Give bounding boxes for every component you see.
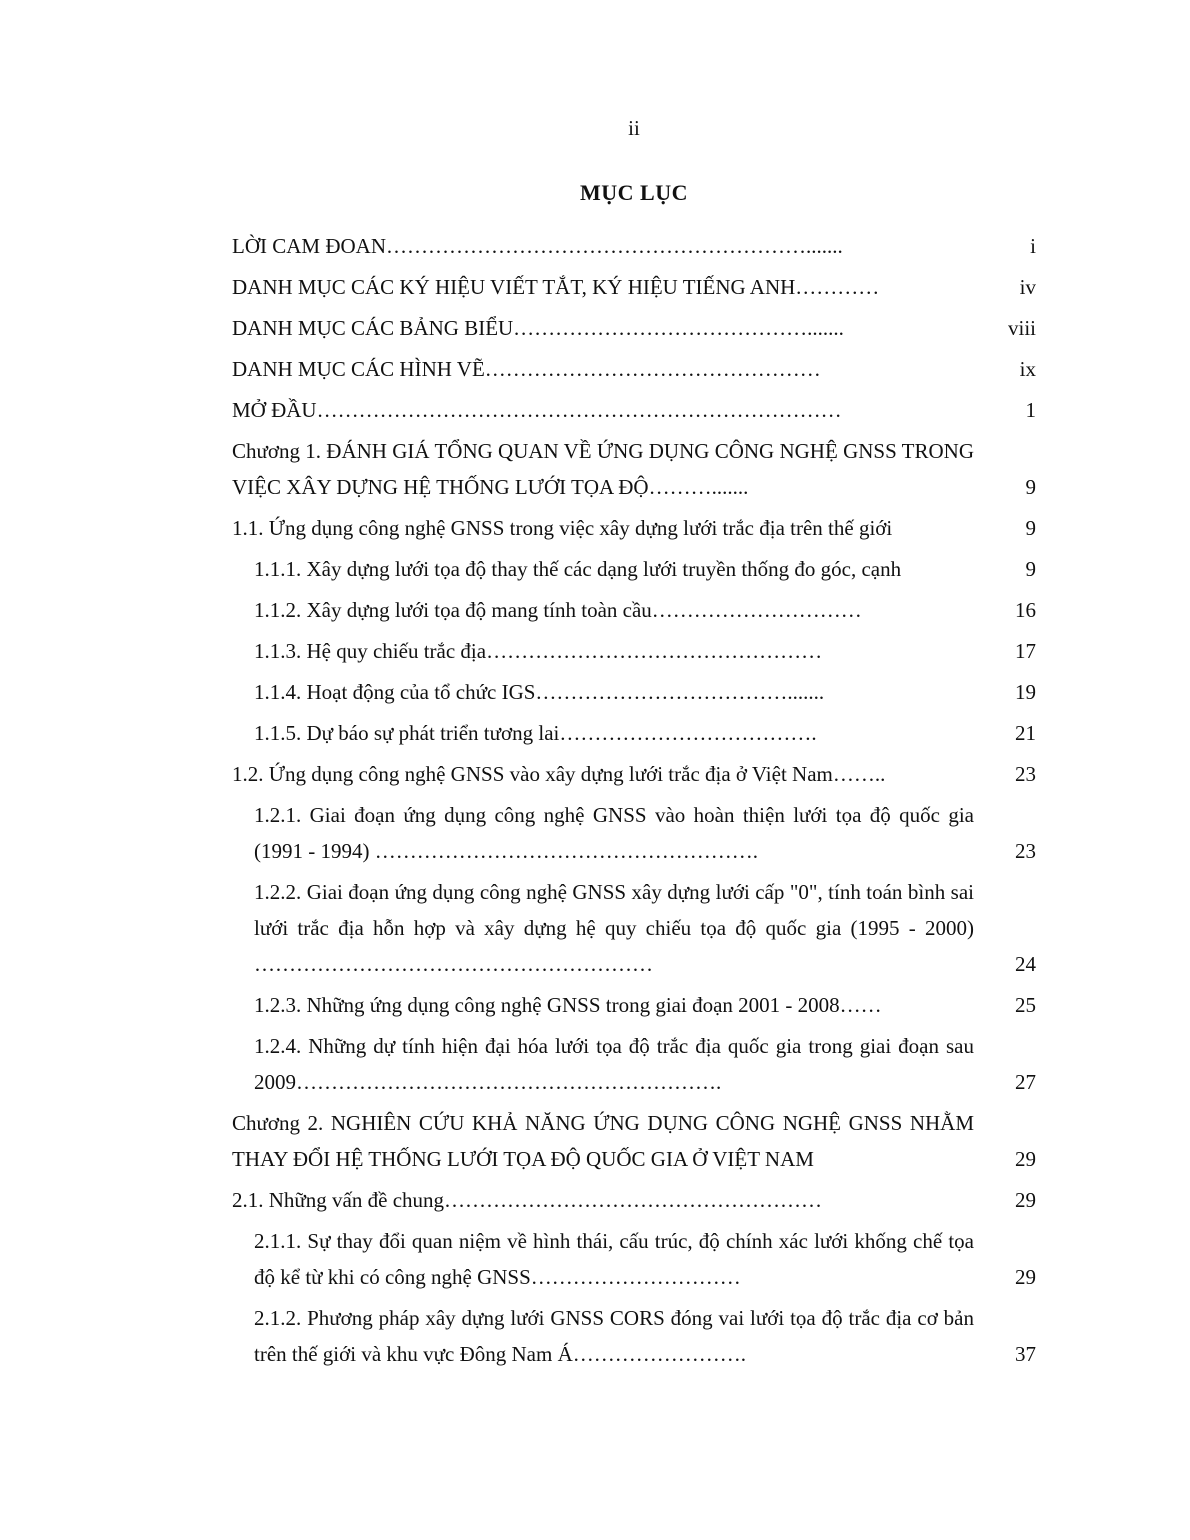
toc-entry-page: 23 (1015, 839, 1036, 863)
toc-entry-text: 2.1. Những vấn đề chung……………………………………………… (232, 1188, 823, 1212)
toc-entry-page: viii (1007, 316, 1036, 340)
toc-entry[interactable] (232, 874, 1036, 982)
toc-entry-text: 1.2.3. Những ứng dụng công nghệ GNSS trong giai đoạn 2001 - 2008…… (254, 993, 882, 1017)
toc-entry[interactable] (232, 269, 1036, 305)
toc-entry-text: 1.2.2. Giai đoạn ứng dụng công nghệ GNSS xây dựng lưới cấp "0", tính toán bình sai lưới trắc địa hỗn hợp và xây dựng hệ quy chiếu tọa độ quốc gia (1995 - 2000) ………………………………………………… (254, 880, 974, 976)
toc-entry-text: 2.1.1. Sự thay đổi quan niệm về hình thái, cấu trúc, độ chính xác lưới khống chế tọa độ kể từ khi có công nghệ GNSS………………………… (254, 1229, 974, 1289)
toc-entry-page: 16 (1015, 598, 1036, 622)
toc-entry-text: Chương 1. ĐÁNH GIÁ TỔNG QUAN VỀ ỨNG DỤNG CÔNG NGHỆ GNSS TRONG VIỆC XÂY DỰNG HỆ THỐNG LƯỚI TỌA ĐỘ………....... (232, 439, 974, 499)
page-number: ii (628, 116, 640, 140)
toc-entry-page: 9 (1025, 557, 1036, 581)
toc-entry[interactable] (232, 551, 1036, 587)
toc-entry-page: 25 (1015, 993, 1036, 1017)
toc-entry[interactable] (232, 433, 1036, 505)
toc-entry[interactable] (232, 1223, 1036, 1295)
toc-entry-page: 1 (1025, 398, 1036, 422)
toc-entry-text: 1.1.3. Hệ quy chiếu trắc địa………………………………………… (254, 639, 823, 663)
toc-entry-page: 27 (1015, 1070, 1036, 1094)
toc-entry-page: i (1030, 234, 1036, 258)
toc-entry-page: ix (1019, 357, 1036, 381)
toc-entry-text: 1.1.4. Hoạt động của tổ chức IGS………………………………....... (254, 680, 825, 704)
toc-entry[interactable] (232, 310, 1036, 346)
toc-entry-page: 17 (1015, 639, 1036, 663)
table-of-contents (232, 228, 1036, 1372)
toc-entry[interactable] (232, 392, 1036, 428)
toc-entry[interactable] (232, 592, 1036, 628)
toc-entry[interactable] (232, 756, 1036, 792)
toc-entry[interactable] (232, 510, 1036, 546)
page-title: MỤC LỤC (580, 180, 688, 205)
toc-entry-text: MỞ ĐẦU………………………………………………………………… (232, 398, 842, 422)
toc-entry-text: LỜI CAM ĐOAN……………………………………………………....... (232, 234, 843, 258)
toc-entry[interactable] (232, 1105, 1036, 1177)
toc-entry-page: 29 (1015, 1265, 1036, 1289)
toc-entry-text: Chương 2. NGHIÊN CỨU KHẢ NĂNG ỨNG DỤNG CÔNG NGHỆ GNSS NHẰM THAY ĐỔI HỆ THỐNG LƯỚI TỌA ĐỘ QUỐC GIA Ở VIỆT NAM (232, 1111, 974, 1171)
toc-entry-page: 24 (1015, 952, 1036, 976)
toc-entry[interactable] (232, 228, 1036, 264)
toc-entry[interactable] (232, 987, 1036, 1023)
toc-entry-text: DANH MỤC CÁC BẢNG BIỂU……………………………………....... (232, 316, 844, 340)
toc-entry-text: DANH MỤC CÁC KÝ HIỆU VIẾT TẮT, KÝ HIỆU TIẾNG ANH………… (232, 275, 880, 299)
toc-entry-text: 1.1.5. Dự báo sự phát triển tương lai………………………………. (254, 721, 817, 745)
toc-entry-page: 9 (1025, 516, 1036, 540)
toc-entry-page: 29 (1015, 1147, 1036, 1171)
toc-entry[interactable] (232, 715, 1036, 751)
toc-entry[interactable] (232, 674, 1036, 710)
toc-entry-page: 9 (1025, 475, 1036, 499)
toc-entry-text: DANH MỤC CÁC HÌNH VẼ………………………………………… (232, 357, 821, 381)
toc-entry-text: 1.1. Ứng dụng công nghệ GNSS trong việc xây dựng lưới trắc địa trên thế giới (232, 516, 893, 540)
toc-entry-page: 19 (1015, 680, 1036, 704)
toc-entry-text: 1.2.1. Giai đoạn ứng dụng công nghệ GNSS vào hoàn thiện lưới tọa độ quốc gia (1991 - 1994) ………………………………………………. (254, 803, 974, 863)
toc-entry-page: 23 (1015, 762, 1036, 786)
toc-entry-page: 21 (1015, 721, 1036, 745)
toc-entry[interactable] (232, 797, 1036, 869)
toc-entry[interactable] (232, 351, 1036, 387)
toc-entry[interactable] (232, 1028, 1036, 1100)
toc-entry-page: 29 (1015, 1188, 1036, 1212)
toc-entry-page: 37 (1015, 1342, 1036, 1366)
toc-entry-page: iv (1019, 275, 1036, 299)
toc-entry[interactable] (232, 1182, 1036, 1218)
toc-entry-text: 1.1.2. Xây dựng lưới tọa độ mang tính toàn cầu………………………… (254, 598, 862, 622)
toc-entry-text: 1.1.1. Xây dựng lưới tọa độ thay thế các dạng lưới truyền thống đo góc, cạnh (254, 557, 902, 581)
toc-entry[interactable] (232, 1300, 1036, 1372)
toc-entry[interactable] (232, 633, 1036, 669)
toc-entry-text: 1.2. Ứng dụng công nghệ GNSS vào xây dựng lưới trắc địa ở Việt Nam…….. (232, 762, 886, 786)
toc-entry-text: 1.2.4. Những dự tính hiện đại hóa lưới tọa độ trắc địa quốc gia trong giai đoạn sau 2009……………………………………………………. (254, 1034, 974, 1094)
toc-entry-text: 2.1.2. Phương pháp xây dựng lưới GNSS CORS đóng vai lưới tọa độ trắc địa cơ bản trên thế giới và khu vực Đông Nam Á……………………. (254, 1306, 974, 1366)
